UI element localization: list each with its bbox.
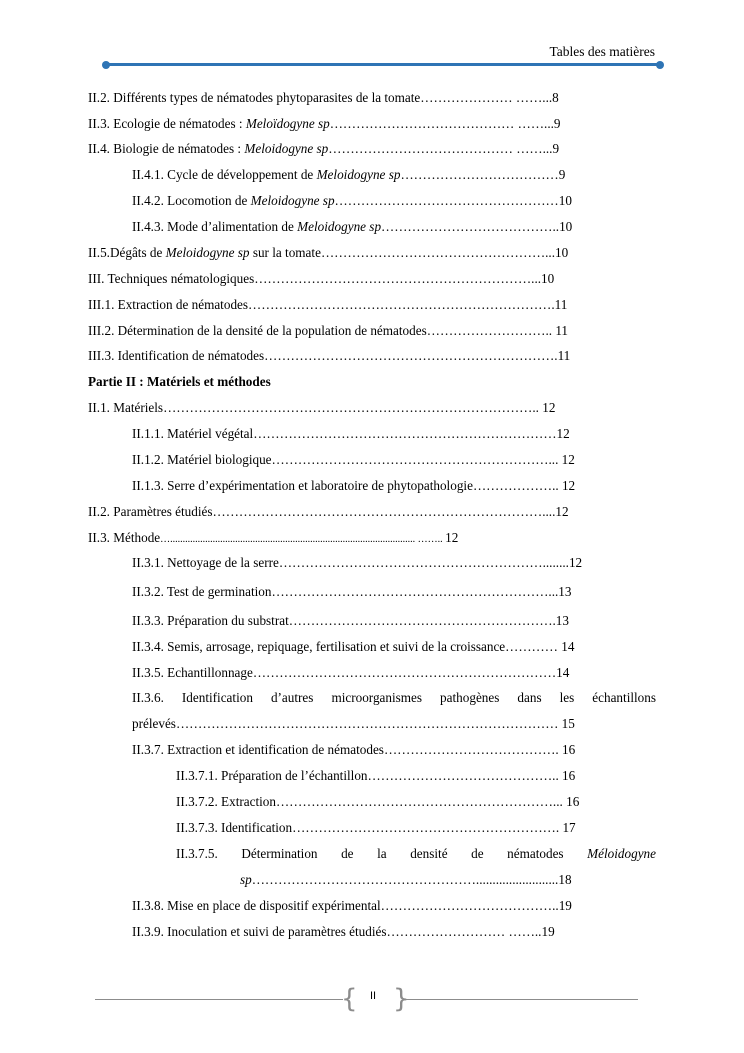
toc-entry: II.3. Méthode….................................................................................................. …….. 12	[88, 530, 459, 545]
toc-entry: II.3.7.5. Détermination de la densité de nématodes Méloidogyne	[176, 846, 656, 861]
toc-entry: II.3.7. Extraction et identification de nématodes…………………………………. 16	[132, 742, 576, 757]
left-brace-decoration: {	[341, 984, 358, 1014]
toc-entry: III.1. Extraction de nématodes…………………………………………………………….11	[88, 297, 568, 312]
toc-entry: II.3.3. Préparation du substrat…………………………………………………….13	[132, 613, 569, 628]
toc-entry: II.3.1. Nettoyage de la serre……………………………………………………........12	[132, 555, 583, 570]
toc-entry: III.3. Identification de nématodes………………………………………………………….11	[88, 348, 571, 363]
toc-entry: II.1.3. Serre d’expérimentation et laboratoire de phytopathologie……………….. 12	[132, 478, 576, 493]
toc-entry: prélevés…………………………………………………………………………… 15	[132, 716, 575, 731]
toc-entry: II.3.7.1. Préparation de l’échantillon…………………………………….. 16	[176, 768, 576, 783]
right-brace-decoration: }	[393, 984, 410, 1014]
toc-entry: II.3.7.3. Identification……………………………………………………. 17	[176, 820, 576, 835]
toc-entry: sp…………………………………………….........................18	[240, 872, 572, 887]
header-rule	[106, 63, 660, 66]
toc-entry: II.3.6. Identification d’autres microorganismes pathogènes dans les échantillons	[132, 690, 656, 705]
toc-entry: II.3. Ecologie de nématodes : Meloïdogyne sp…………………………………… ……...9	[88, 116, 561, 131]
page-header-title: Tables des matières	[549, 44, 655, 59]
page-number: II	[369, 990, 377, 1002]
footer-rule-left	[95, 999, 343, 1000]
section-heading: Partie II : Matériels et méthodes	[88, 374, 271, 389]
toc-entry: II.3.8. Mise en place de dispositif expérimental…………………………………..19	[132, 898, 572, 913]
toc-entry: III.2. Détermination de la densité de la population de nématodes……………………….. 11	[88, 323, 569, 338]
header-rule-right-dot	[656, 61, 664, 69]
toc-entry: II.4.1. Cycle de développement de Meloidogyne sp………………………………9	[132, 167, 566, 182]
toc-entry: II.2. Paramètres étudiés…………………………………………………………………....12	[88, 504, 569, 519]
toc-entry: II.1. Matériels………………………………………………………………………….. 12	[88, 400, 556, 415]
toc-entry: II.4.3. Mode d’alimentation de Meloidogyne sp…………………………………..10	[132, 219, 573, 234]
toc-entry: II.3.4. Semis, arrosage, repiquage, fertilisation et suivi de la croissance………… 14	[132, 639, 575, 654]
toc-entry: II.3.2. Test de germination………………………………………………………...13	[132, 584, 572, 599]
toc-entry: II.4. Biologie de nématodes : Meloidogyne sp…………………………………… ……...9	[88, 141, 560, 156]
footer-rule-right	[404, 999, 638, 1000]
header-rule-left-dot	[102, 61, 110, 69]
toc-entry: II.1.1. Matériel végétal……………………………………………………………12	[132, 426, 570, 441]
toc-entry: II.2. Différents types de nématodes phytoparasites de la tomate………………… ……...8	[88, 90, 559, 105]
toc-entry: II.3.5. Echantillonnage……………………………………………………………14	[132, 665, 570, 680]
toc-entry: II.5.Dégâts de Meloidogyne sp sur la tomate……………………………………………...10	[88, 245, 569, 260]
toc-entry: II.3.9. Inoculation et suivi de paramètres étudiés……………………… ……..19	[132, 924, 555, 939]
toc-entry: II.4.2. Locomotion de Meloidogyne sp……………………………………………10	[132, 193, 572, 208]
toc-entry: II.3.7.2. Extraction………………………………………………………... 16	[176, 794, 580, 809]
toc-entry: III. Techniques nématologiques………………………………………………………...10	[88, 271, 555, 286]
toc-entry: II.1.2. Matériel biologique………………………………………………………... 12	[132, 452, 575, 467]
